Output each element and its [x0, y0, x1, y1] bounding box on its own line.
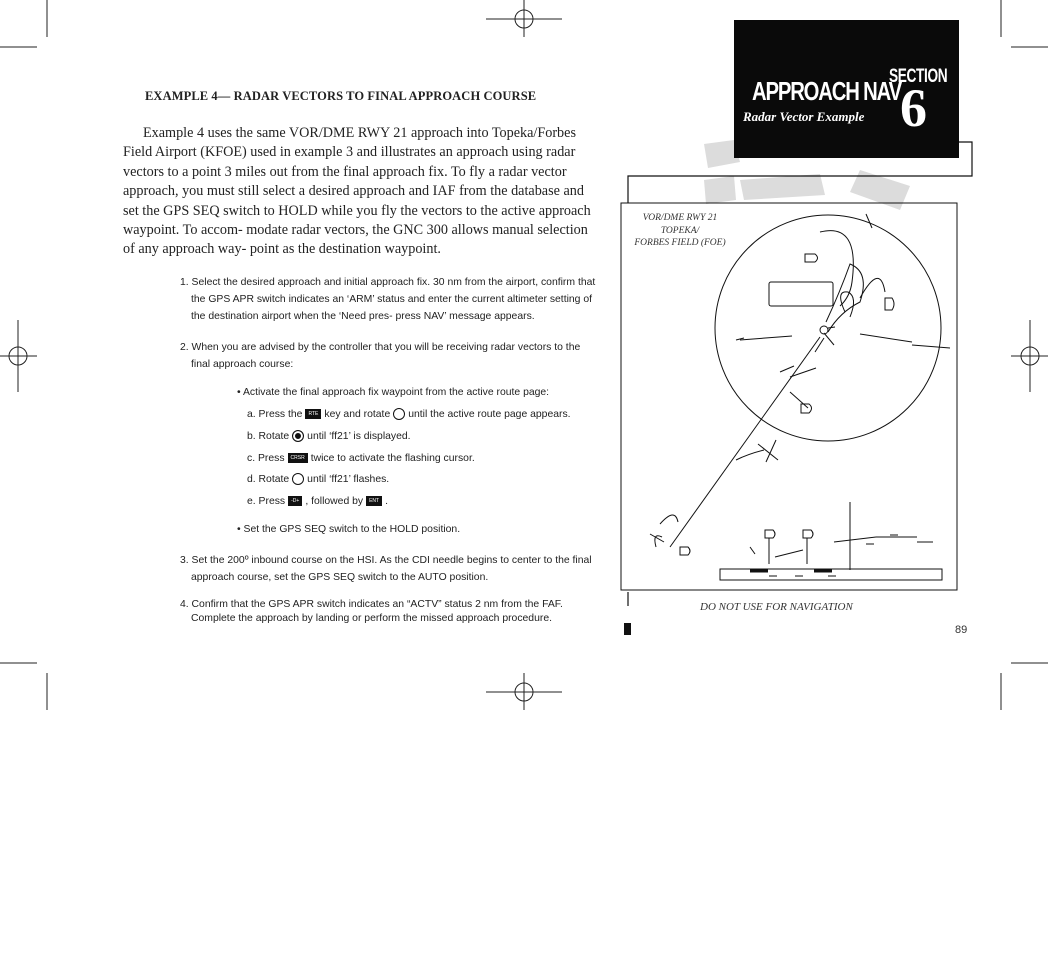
substep-e-mid: , followed by — [305, 496, 364, 507]
substep-b-post: until ‘ff21’ is displayed. — [307, 431, 411, 442]
diagram-title-line3: FORBES FIELD (FOE) — [634, 238, 726, 248]
bullet-gps-seq-hold: • Set the GPS SEQ switch to the HOLD position. — [237, 524, 461, 535]
substep-c-text: c. Press — [247, 453, 285, 464]
substep-b-text: b. Rotate — [247, 431, 290, 442]
section-heading: EXAMPLE 4— RADAR VECTORS TO FINAL APPROACH COURSE — [145, 89, 537, 103]
approach-diagram — [620, 202, 960, 592]
direct-to-key-icon: -D+ — [288, 496, 302, 506]
step-1: 1. Select the desired approach and initial approach fix. 30 nm from the airport, confirm that the GPS APR switch indicates an ‘ARM’ status and enter the current altimeter setting of the destination airport when the ‘Need pres- press NAV’ message appears. — [180, 277, 596, 322]
step-2: 2. When you are advised by the controller that you will be receiving radar vectors to the final approach course: — [180, 342, 581, 370]
substep-e-post: . — [385, 496, 388, 507]
substep-c-post: twice to activate the flashing cursor. — [310, 453, 475, 464]
page-number: 89 — [955, 624, 968, 636]
crsr-key-icon: CRSR — [288, 453, 308, 463]
substep-b — [247, 428, 411, 445]
small-knob-icon — [292, 430, 304, 442]
section-header-box — [734, 20, 959, 158]
header-subtitle: Radar Vector Example — [743, 109, 865, 124]
navigation-warning: DO NOT USE FOR NAVIGATION — [700, 601, 853, 613]
substep-d — [247, 471, 389, 488]
substep-e-text: e. Press — [247, 496, 286, 507]
large-knob-icon — [292, 473, 304, 485]
substep-d-post: until ‘ff21’ flashes. — [307, 474, 390, 485]
step-4: 4. Confirm that the GPS APR switch indicates an “ACTV” status 2 nm from the FAF. Complete the approach by landing or perform the missed approach procedure. — [180, 599, 563, 624]
bullet-activate-faf: • Activate the final approach fix waypoint from the active route page: — [237, 387, 550, 398]
substep-a-post: until the active route page appears. — [408, 409, 571, 420]
substep-e — [247, 493, 388, 510]
section-number: 6 — [900, 78, 927, 138]
rte-key-icon: RTE — [305, 409, 321, 419]
diagram-title-line2: TOPEKA/ — [660, 225, 700, 236]
section-label: SECTION — [889, 66, 948, 87]
ent-key-icon: ENT — [366, 496, 382, 506]
substep-a-text: a. Press the — [247, 409, 303, 420]
header-title: APPROACH NAV — [752, 76, 901, 106]
display-box — [769, 282, 833, 306]
substep-a — [247, 406, 571, 423]
substep-d-text: d. Rotate — [247, 474, 290, 485]
step-3: 3. Set the 200º inbound course on the HSI. As the CDI needle begins to center to the final approach course, set the GPS SEQ switch to the AUTO position. — [180, 555, 592, 583]
substep-a-mid: key and rotate — [324, 409, 391, 420]
diagram-title-line1: VOR/DME RWY 21 — [642, 213, 718, 223]
substep-c — [247, 450, 475, 467]
intro-paragraph: Example 4 uses the same VOR/DME RWY 21 approach into Topeka/Forbes Field Airport (KFOE) used in example 3 and illustrates an approach using radar vectors to a point 3 miles out from the final approach fix. To fly a radar vector approach, you must still select a desired approach and IAF from the database and set the GPS SEQ switch to HOLD while you fly the vectors to the active approach waypoint. To accom- modate radar vectors, the GNC 300 allows manual selection of any approach way- point as the destination waypoint. — [123, 125, 591, 258]
large-knob-icon — [393, 408, 405, 420]
